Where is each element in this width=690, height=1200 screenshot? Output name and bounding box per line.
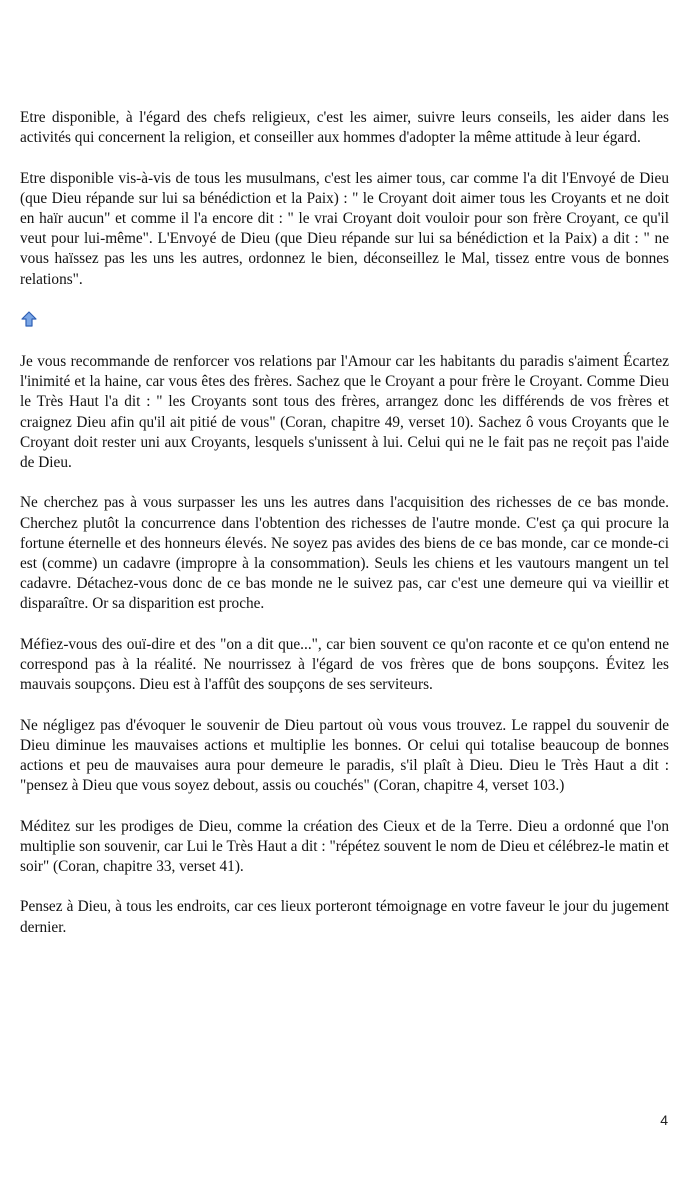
paragraph-souvenir-dieu: Ne négligez pas d'évoquer le souvenir de Dieu partout où vous vous trouvez. Le rappel du souvenir de Dieu diminue les mauvaises actions et multiplie les bonnes. Or celui qui totalise beaucoup de bonnes actions et peu de mauvaises aura pour demeure le paradis, s'il plaît à Dieu. Dieu le Très Haut a dit : "pensez à Dieu que vous soyez debout, assis ou couchés" (Coran, chapitre 4, verset 103.) (20, 716, 669, 795)
page-number: 4 (660, 1112, 668, 1128)
paragraph-oui-dire: Méfiez-vous des ouï-dire et des "on a dit que...", car bien souvent ce qu'on raconte et ce qu'on entend ne correspond pas à la réalité. Ne nourrissez à l'égard de vos frères que de bons soupçons. Évitez les mauvais soupçons. Dieu est à l'affût des soupçons de ses serviteurs. (20, 635, 669, 694)
paragraph-chefs-religieux: Etre disponible, à l'égard des chefs religieux, c'est les aimer, suivre leurs conseils, les aider dans les activités qui concernent la religion, et conseiller aux hommes d'adopter la même attitude à leur égard. (20, 109, 669, 147)
paragraph-temoignage: Pensez à Dieu, à tous les endroits, car ces lieux porteront témoignage en votre faveur le jour du jugement dernier. (20, 898, 669, 936)
paragraph-musulmans: Etre disponible vis-à-vis de tous les musulmans, c'est les aimer tous, car comme l'a dit l'Envoyé de Dieu (que Dieu répande sur lui sa bénédiction et la Paix) : " le Croyant doit aimer tous les Croyants et ne doit en haïr aucun" et comme il l'a encore dit : " le vrai Croyant doit vouloir pour son frère Croyant, ce qu'il veut pour lui-même". L'Envoyé de Dieu (que Dieu répande sur lui sa bénédiction et la Paix) a dit : " ne vous haïssez pas les uns les autres, ordonnez le bien, déconseillez le Mal, tissez entre vous de bonnes relations". (20, 169, 669, 288)
paragraph-bas-monde: Ne cherchez pas à vous surpasser les uns les autres dans l'acquisition des richesses de ce bas monde. Cherchez plutôt la concurrence dans l'obtention des richesses de l'autre monde. C'est ça qui procure la fortune éternelle et des honneurs élevés. Ne soyez pas avides des biens de ce bas monde, car ce monde-ci est (comme) un cadavre (impropre à la consommation). Seuls les chiens et les vautours mangent un tel cadavre. Détachez-vous donc de ce bas monde ne le suivez pas, car c'est une demeure qui va vieillir et disparaître. Or sa disparition est proche. (20, 494, 669, 613)
document-body (20, 108, 669, 958)
paragraph-relations-amour: Je vous recommande de renforcer vos relations par l'Amour car les habitants du paradis s'aiment Écartez l'inimité et la haine, car vous êtes des frères. Sachez que le Croyant a pour frère le Croyant. Comme Dieu le Très Haut l'a dit : " les Croyants sont tous des frères, arrangez donc les différends de vos frères et craignez Dieu afin qu'il ait pitié de vous" (Coran, chapitre 49, verset 10). Sachez ô vous Croyants que le Croyant doit rester uni aux Croyants, lesquels s'unissent à lui. Celui qui ne le fait pas ne reçoit pas l'aide de Dieu. (20, 353, 669, 472)
paragraph-prodiges: Méditez sur les prodiges de Dieu, comme la création des Cieux et de la Terre. Dieu a ordonné que l'on multiplie son souvenir, car Lui le Très Haut a dit : "répétez souvent le nom de Dieu et célébrez-le matin et soir" (Coran, chapitre 33, verset 41). (20, 817, 669, 876)
up-arrow-icon[interactable] (20, 310, 38, 328)
